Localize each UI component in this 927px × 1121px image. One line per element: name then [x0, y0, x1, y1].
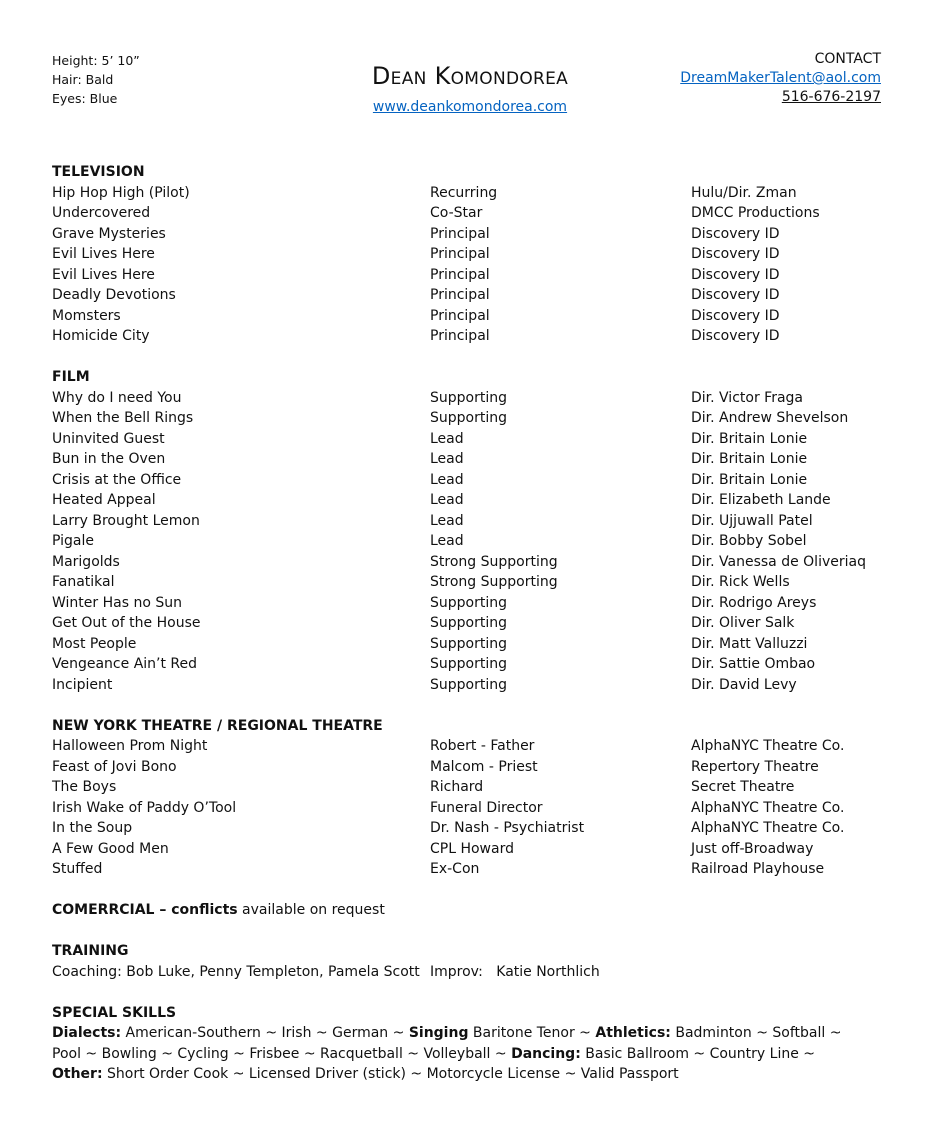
credit-role: CPL Howard — [430, 840, 514, 857]
credit-row — [52, 183, 902, 204]
credit-company: Dir. David Levy — [691, 676, 797, 693]
credit-role: Strong Supporting — [430, 553, 558, 570]
credit-title: Uninvited Guest — [52, 430, 165, 447]
training-heading: TRAINING — [52, 943, 129, 959]
film-list — [52, 388, 902, 696]
improv-text: Improv: Katie Northlich — [430, 963, 600, 980]
credit-role: Lead — [430, 512, 464, 529]
credit-title: Momsters — [52, 307, 121, 324]
credit-row — [52, 244, 902, 265]
credit-row — [52, 613, 902, 634]
credit-company: Repertory Theatre — [691, 758, 819, 775]
credit-role: Supporting — [430, 615, 507, 631]
credit-company: Hulu/Dir. Zman — [691, 184, 797, 201]
film-heading: FILM — [52, 369, 90, 385]
credit-role: Recurring — [430, 184, 498, 201]
credit-row — [52, 203, 902, 224]
credit-company: Dir. Britain Lonie — [691, 430, 808, 447]
credit-row — [52, 531, 902, 552]
credit-row — [52, 429, 902, 450]
credit-company: Dir. Rick Wells — [691, 574, 790, 590]
actor-name: Dean Komondorea — [371, 62, 569, 90]
hair-stat: Hair: Bald — [52, 72, 114, 87]
credit-row — [52, 634, 902, 655]
height-stat: Height: 5’ 10” — [52, 53, 140, 68]
credit-role: Principal — [430, 246, 490, 262]
credit-row — [52, 449, 902, 470]
credit-title: Heated Appeal — [52, 492, 156, 508]
theatre-heading: NEW YORK THEATRE / REGIONAL THEATRE — [52, 717, 383, 734]
dancing-list: Basic Ballroom ~ Country Line ~ — [580, 1045, 816, 1062]
credit-company: AlphaNYC Theatre Co. — [691, 799, 845, 816]
dialects-list: American-Southern ~ Irish ~ German ~ — [121, 1025, 409, 1041]
credit-row — [52, 736, 902, 757]
credit-row — [52, 490, 902, 511]
phone-number: 516-676-2197 — [781, 89, 881, 105]
credit-title: Winter Has no Sun — [52, 594, 182, 611]
credit-title: Incipient — [52, 676, 113, 693]
other-list: Short Order Cook ~ Licensed Driver (stick) ~ Motorcycle License ~ Valid Passport — [102, 1066, 679, 1082]
coaching-text: Coaching: Bob Luke, Penny Templeton, Pamela Scott — [52, 963, 420, 980]
credit-company: Dir. Andrew Shevelson — [691, 410, 849, 426]
credit-row — [52, 511, 902, 532]
credit-row — [52, 388, 902, 409]
credit-title: Bun in the Oven — [52, 451, 166, 467]
credit-title: When the Bell Rings — [52, 410, 194, 426]
credit-company: Discovery ID — [691, 307, 780, 324]
email-link[interactable]: DreamMakerTalent@aol.com — [680, 70, 881, 86]
dialects-label: Dialects: — [52, 1025, 122, 1041]
credit-role: Supporting — [430, 389, 507, 406]
credit-row — [52, 777, 902, 798]
credit-role: Richard — [430, 779, 484, 795]
credit-company: Railroad Playhouse — [691, 861, 825, 877]
theatre-list — [52, 736, 902, 880]
credit-row — [52, 798, 902, 819]
commercial-line — [52, 900, 902, 921]
credit-company: Dir. Britain Lonie — [691, 471, 808, 488]
credit-role: Lead — [430, 492, 464, 508]
credit-title: Undercovered — [52, 205, 151, 221]
credit-role: Supporting — [430, 656, 507, 672]
credit-role: Supporting — [430, 676, 507, 693]
credit-company: Dir. Elizabeth Lande — [691, 492, 831, 508]
credit-title: Crisis at the Office — [52, 471, 182, 488]
credit-role: Lead — [430, 430, 464, 447]
credit-role: Principal — [430, 328, 490, 344]
credit-row — [52, 306, 902, 327]
credit-title: Vengeance Ain’t Red — [52, 656, 198, 672]
credit-company: Dir. Ujjuwall Patel — [691, 512, 813, 529]
credit-title: Most People — [52, 635, 137, 652]
singing-label: Singing — [408, 1025, 469, 1041]
credit-title: Hip Hop High (Pilot) — [52, 184, 190, 201]
credit-company: Dir. Sattie Ombao — [691, 656, 816, 672]
credit-row — [52, 839, 902, 860]
credit-company: Secret Theatre — [691, 779, 795, 795]
commercial-text: available on request — [237, 902, 385, 918]
credit-row — [52, 224, 902, 245]
credit-row — [52, 818, 902, 839]
credit-row — [52, 265, 902, 286]
credit-title: Why do I need You — [52, 389, 182, 406]
credit-title: Evil Lives Here — [52, 266, 155, 283]
credit-role: Principal — [430, 225, 490, 242]
resume-content — [52, 162, 902, 1085]
credit-role: Principal — [430, 266, 490, 283]
credit-row — [52, 552, 902, 573]
credit-role: Supporting — [430, 635, 507, 652]
credit-company: DMCC Productions — [691, 205, 820, 221]
credit-role: Lead — [430, 533, 464, 549]
singing-list: Baritone Tenor ~ — [468, 1025, 596, 1041]
credit-title: Evil Lives Here — [52, 246, 155, 262]
credit-title: Homicide City — [52, 328, 150, 344]
athletics-label: Athletics: — [595, 1025, 671, 1041]
credit-role: Ex-Con — [430, 861, 480, 877]
credit-row — [52, 757, 902, 778]
credit-company: Discovery ID — [691, 328, 780, 344]
credit-title: Larry Brought Lemon — [52, 512, 200, 529]
credit-title: Pigale — [52, 533, 94, 549]
credit-title: Stuffed — [52, 861, 103, 877]
credit-title: Deadly Devotions — [52, 287, 176, 303]
contact-block — [680, 50, 881, 107]
credit-title: In the Soup — [52, 820, 133, 836]
credit-company: Dir. Vanessa de Oliveriaq — [691, 553, 866, 570]
credit-title: A Few Good Men — [52, 840, 169, 857]
credit-company: Dir. Britain Lonie — [691, 451, 808, 467]
credit-role: Supporting — [430, 410, 507, 426]
credit-company: Discovery ID — [691, 246, 780, 262]
credit-title: Halloween Prom Night — [52, 738, 208, 754]
credit-row — [52, 675, 902, 696]
credit-company: Dir. Rodrigo Areys — [691, 594, 817, 611]
eyes-stat: Eyes: Blue — [52, 91, 118, 106]
athletics-list: Badminton ~ Softball ~ Pool ~ Bowling ~ Cycling ~ Frisbee ~ Racquetball ~ Volleyball ~ — [52, 1025, 842, 1062]
credit-row — [52, 285, 902, 306]
credit-row — [52, 593, 902, 614]
website-link[interactable]: www.deankomondorea.com — [372, 99, 568, 115]
credit-company: Dir. Bobby Sobel — [691, 533, 807, 549]
credit-company: Just off-Broadway — [691, 840, 814, 857]
credit-title: Marigolds — [52, 553, 120, 570]
credit-company: Dir. Oliver Salk — [691, 615, 795, 631]
credit-company: Dir. Victor Fraga — [691, 389, 803, 406]
credit-title: The Boys — [52, 779, 117, 795]
other-label: Other: — [52, 1066, 103, 1082]
credit-company: Discovery ID — [691, 287, 780, 303]
credit-title: Get Out of the House — [52, 615, 201, 631]
credit-role: Lead — [430, 451, 464, 467]
contact-label: CONTACT — [814, 51, 881, 67]
skills-text — [52, 1023, 852, 1085]
credit-role: Funeral Director — [430, 799, 543, 816]
credit-company: Dir. Matt Valluzzi — [691, 635, 808, 652]
credit-role: Lead — [430, 471, 464, 488]
credit-row — [52, 572, 902, 593]
credit-role: Principal — [430, 287, 490, 303]
credit-company: AlphaNYC Theatre Co. — [691, 820, 845, 836]
dancing-label: Dancing: — [511, 1045, 581, 1062]
credit-title: Fanatikal — [52, 574, 115, 590]
credit-row — [52, 408, 902, 429]
credit-title: Irish Wake of Paddy O’Tool — [52, 799, 237, 816]
credit-row — [52, 859, 902, 880]
credit-row — [52, 654, 902, 675]
skills-heading: SPECIAL SKILLS — [52, 1004, 177, 1021]
credit-title: Grave Mysteries — [52, 225, 166, 242]
credit-role: Dr. Nash - Psychiatrist — [430, 820, 585, 836]
television-heading: TELEVISION — [52, 164, 145, 180]
credit-row — [52, 326, 902, 347]
credit-row — [52, 470, 902, 491]
credit-role: Co-Star — [430, 205, 483, 221]
credit-company: AlphaNYC Theatre Co. — [691, 738, 845, 754]
credit-role: Strong Supporting — [430, 574, 558, 590]
credit-role: Supporting — [430, 594, 507, 611]
credit-role: Malcom - Priest — [430, 758, 538, 775]
credit-company: Discovery ID — [691, 266, 780, 283]
credit-role: Robert - Father — [430, 738, 535, 754]
commercial-heading: COMERRCIAL – conflicts — [52, 902, 238, 918]
television-list — [52, 183, 902, 347]
credit-company: Discovery ID — [691, 225, 780, 242]
training-row — [52, 962, 902, 983]
credit-title: Feast of Jovi Bono — [52, 758, 177, 775]
credit-role: Principal — [430, 307, 490, 324]
